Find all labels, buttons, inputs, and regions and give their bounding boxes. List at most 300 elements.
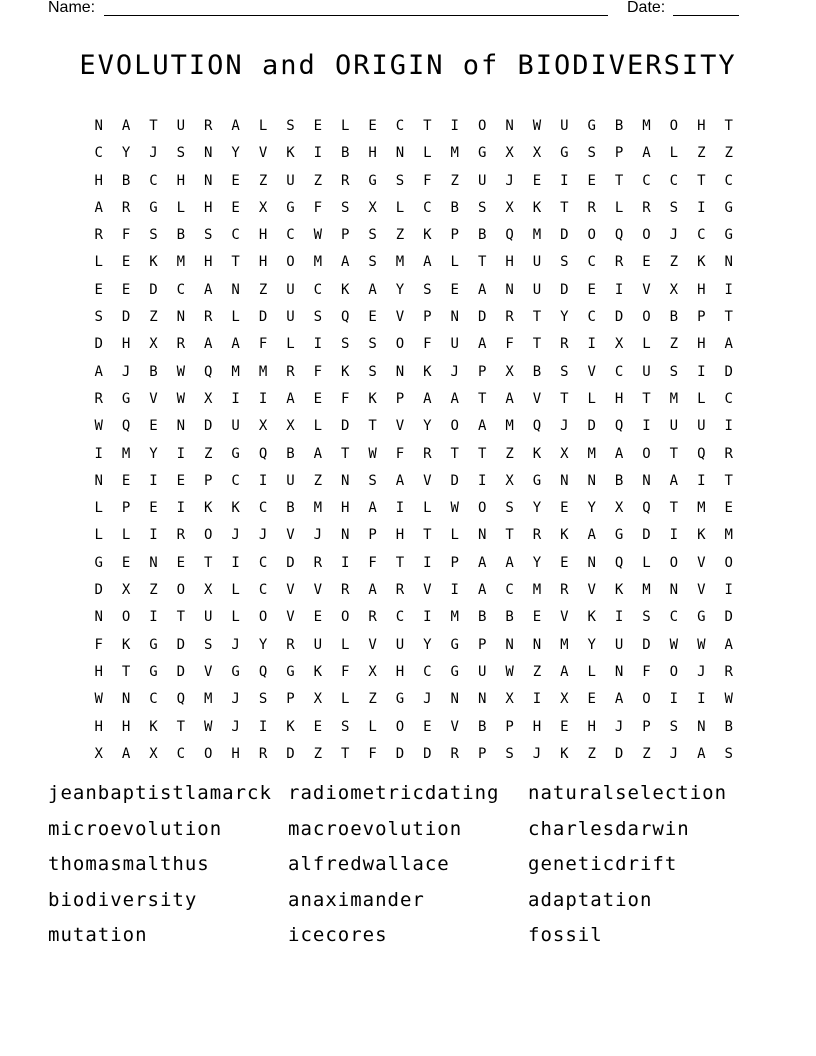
grid-cell[interactable]: I: [176, 500, 186, 517]
grid-cell[interactable]: Y: [560, 309, 569, 326]
grid-cell[interactable]: R: [286, 363, 295, 380]
grid-cell[interactable]: X: [368, 199, 377, 216]
grid-cell[interactable]: W: [450, 500, 459, 517]
grid-cell[interactable]: C: [669, 609, 679, 626]
grid-cell[interactable]: B: [532, 363, 542, 380]
grid-cell[interactable]: Y: [121, 145, 131, 162]
grid-cell[interactable]: T: [121, 663, 131, 680]
grid-cell[interactable]: E: [231, 199, 240, 216]
grid-cell[interactable]: P: [286, 691, 295, 708]
grid-cell[interactable]: X: [560, 691, 569, 708]
grid-cell[interactable]: Y: [149, 445, 158, 462]
grid-cell[interactable]: O: [258, 609, 268, 626]
grid-cell[interactable]: A: [477, 582, 487, 599]
grid-cell[interactable]: D: [724, 609, 733, 626]
grid-cell[interactable]: N: [176, 418, 186, 435]
grid-cell[interactable]: S: [94, 309, 103, 326]
grid-cell[interactable]: O: [395, 336, 405, 353]
grid-cell[interactable]: K: [149, 254, 158, 271]
grid-cell[interactable]: T: [642, 390, 651, 407]
grid-cell[interactable]: T: [614, 172, 624, 189]
grid-cell[interactable]: K: [614, 582, 624, 599]
grid-cell[interactable]: O: [642, 445, 651, 462]
grid-cell[interactable]: O: [642, 227, 651, 244]
grid-cell[interactable]: S: [560, 363, 569, 380]
grid-cell[interactable]: L: [642, 336, 651, 353]
grid-cell[interactable]: T: [560, 390, 569, 407]
grid-cell[interactable]: N: [340, 527, 350, 544]
grid-cell[interactable]: H: [94, 663, 103, 680]
grid-cell[interactable]: I: [231, 554, 240, 571]
grid-cell[interactable]: D: [176, 636, 186, 653]
grid-cell[interactable]: U: [204, 609, 213, 626]
grid-cell[interactable]: D: [340, 418, 350, 435]
grid-cell[interactable]: V: [395, 309, 405, 326]
grid-cell[interactable]: T: [176, 718, 186, 735]
grid-cell[interactable]: J: [149, 145, 158, 162]
grid-cell[interactable]: L: [340, 691, 350, 708]
grid-cell[interactable]: D: [286, 745, 295, 762]
grid-cell[interactable]: V: [286, 582, 295, 599]
grid-cell[interactable]: D: [423, 745, 432, 762]
grid-cell[interactable]: X: [560, 445, 569, 462]
grid-cell[interactable]: X: [204, 582, 213, 599]
grid-cell[interactable]: P: [121, 500, 131, 517]
grid-cell[interactable]: I: [477, 472, 487, 489]
grid-cell[interactable]: I: [724, 281, 733, 298]
grid-cell[interactable]: H: [395, 527, 405, 544]
grid-cell[interactable]: U: [697, 418, 706, 435]
grid-cell[interactable]: A: [560, 663, 569, 680]
grid-cell[interactable]: N: [697, 718, 706, 735]
grid-cell[interactable]: Q: [258, 445, 268, 462]
grid-cell[interactable]: P: [423, 309, 432, 326]
grid-cell[interactable]: O: [121, 609, 131, 626]
grid-cell[interactable]: C: [395, 118, 405, 134]
grid-cell[interactable]: L: [697, 390, 706, 407]
grid-cell[interactable]: T: [231, 254, 240, 271]
grid-cell[interactable]: I: [423, 554, 432, 571]
grid-cell[interactable]: R: [368, 609, 377, 626]
grid-cell[interactable]: J: [258, 527, 268, 544]
grid-cell[interactable]: I: [724, 582, 733, 599]
grid-cell[interactable]: S: [505, 745, 514, 762]
grid-cell[interactable]: T: [669, 500, 679, 517]
grid-cell[interactable]: Q: [532, 418, 542, 435]
grid-cell[interactable]: Y: [258, 636, 268, 653]
grid-cell[interactable]: W: [505, 663, 514, 680]
grid-cell[interactable]: N: [505, 118, 514, 134]
grid-cell[interactable]: B: [176, 227, 186, 244]
grid-cell[interactable]: O: [724, 554, 733, 571]
grid-cell[interactable]: R: [340, 172, 350, 189]
grid-cell[interactable]: A: [286, 390, 295, 407]
grid-cell[interactable]: K: [340, 363, 350, 380]
grid-cell[interactable]: X: [286, 418, 295, 435]
grid-cell[interactable]: C: [642, 172, 651, 189]
grid-cell[interactable]: D: [450, 472, 459, 489]
grid-cell[interactable]: T: [477, 445, 487, 462]
grid-cell[interactable]: O: [204, 527, 213, 544]
grid-cell[interactable]: G: [477, 145, 487, 162]
grid-cell[interactable]: M: [258, 363, 268, 380]
grid-cell[interactable]: L: [614, 199, 624, 216]
grid-cell[interactable]: I: [176, 445, 186, 462]
grid-cell[interactable]: O: [669, 118, 679, 134]
grid-cell[interactable]: E: [121, 254, 131, 271]
grid-cell[interactable]: M: [450, 609, 459, 626]
grid-cell[interactable]: Z: [149, 309, 158, 326]
grid-cell[interactable]: M: [395, 254, 405, 271]
grid-cell[interactable]: L: [340, 636, 350, 653]
grid-cell[interactable]: S: [368, 363, 377, 380]
grid-cell[interactable]: C: [258, 554, 268, 571]
grid-cell[interactable]: D: [614, 745, 624, 762]
grid-cell[interactable]: Z: [697, 145, 706, 162]
grid-cell[interactable]: S: [340, 718, 350, 735]
grid-cell[interactable]: T: [724, 309, 733, 326]
grid-cell[interactable]: E: [423, 718, 432, 735]
grid-cell[interactable]: L: [340, 118, 350, 134]
grid-cell[interactable]: I: [258, 390, 268, 407]
grid-cell[interactable]: X: [505, 363, 514, 380]
grid-cell[interactable]: C: [231, 227, 240, 244]
grid-cell[interactable]: U: [286, 309, 295, 326]
grid-cell[interactable]: A: [313, 445, 323, 462]
grid-cell[interactable]: W: [724, 691, 733, 708]
grid-cell[interactable]: U: [450, 336, 459, 353]
grid-cell[interactable]: B: [505, 609, 514, 626]
grid-cell[interactable]: H: [368, 145, 377, 162]
grid-cell[interactable]: V: [286, 609, 295, 626]
grid-cell[interactable]: P: [340, 227, 350, 244]
grid-cell[interactable]: T: [423, 527, 432, 544]
grid-cell[interactable]: Z: [724, 145, 733, 162]
grid-cell[interactable]: A: [121, 118, 131, 134]
grid-cell[interactable]: K: [286, 145, 295, 162]
grid-cell[interactable]: M: [313, 254, 323, 271]
grid-cell[interactable]: J: [614, 718, 624, 735]
grid-cell[interactable]: C: [149, 691, 158, 708]
grid-cell[interactable]: W: [313, 227, 323, 244]
grid-cell[interactable]: N: [560, 472, 569, 489]
grid-cell[interactable]: I: [149, 472, 158, 489]
grid-cell[interactable]: U: [286, 472, 295, 489]
grid-cell[interactable]: G: [286, 199, 295, 216]
grid-cell[interactable]: Z: [258, 281, 268, 298]
grid-cell[interactable]: N: [176, 309, 186, 326]
grid-cell[interactable]: Q: [121, 418, 131, 435]
grid-cell[interactable]: U: [560, 118, 569, 134]
grid-cell[interactable]: A: [340, 254, 350, 271]
grid-cell[interactable]: I: [697, 363, 706, 380]
grid-cell[interactable]: G: [450, 636, 459, 653]
grid-cell[interactable]: I: [642, 418, 651, 435]
grid-cell[interactable]: F: [258, 336, 268, 353]
grid-cell[interactable]: G: [149, 636, 158, 653]
grid-cell[interactable]: R: [724, 445, 733, 462]
date-field-line[interactable]: [673, 0, 739, 16]
grid-cell[interactable]: K: [368, 390, 377, 407]
grid-cell[interactable]: L: [231, 609, 240, 626]
grid-cell[interactable]: K: [697, 254, 706, 271]
grid-cell[interactable]: R: [560, 336, 569, 353]
grid-cell[interactable]: I: [340, 554, 350, 571]
grid-cell[interactable]: U: [231, 418, 240, 435]
grid-cell[interactable]: N: [724, 254, 733, 271]
grid-cell[interactable]: C: [313, 281, 323, 298]
grid-cell[interactable]: S: [669, 199, 679, 216]
grid-cell[interactable]: E: [368, 309, 377, 326]
grid-cell[interactable]: A: [477, 281, 487, 298]
grid-cell[interactable]: U: [313, 636, 323, 653]
grid-cell[interactable]: D: [94, 336, 103, 353]
grid-cell[interactable]: I: [614, 281, 624, 298]
grid-cell[interactable]: W: [532, 118, 542, 134]
grid-cell[interactable]: D: [258, 309, 268, 326]
grid-cell[interactable]: M: [697, 500, 706, 517]
grid-cell[interactable]: Q: [697, 445, 706, 462]
grid-cell[interactable]: K: [560, 527, 569, 544]
grid-cell[interactable]: X: [614, 336, 624, 353]
grid-cell[interactable]: A: [505, 390, 514, 407]
grid-cell[interactable]: E: [313, 718, 323, 735]
grid-cell[interactable]: N: [669, 582, 679, 599]
grid-cell[interactable]: O: [450, 418, 459, 435]
grid-cell[interactable]: S: [368, 336, 377, 353]
grid-cell[interactable]: T: [423, 118, 432, 134]
grid-cell[interactable]: G: [450, 663, 459, 680]
grid-cell[interactable]: O: [642, 309, 651, 326]
grid-cell[interactable]: H: [204, 254, 213, 271]
grid-cell[interactable]: R: [121, 199, 131, 216]
grid-cell[interactable]: J: [121, 363, 131, 380]
grid-cell[interactable]: S: [149, 227, 158, 244]
grid-cell[interactable]: S: [340, 336, 350, 353]
grid-cell[interactable]: P: [697, 309, 706, 326]
grid-cell[interactable]: L: [231, 309, 240, 326]
grid-cell[interactable]: G: [368, 172, 377, 189]
grid-cell[interactable]: H: [258, 254, 268, 271]
grid-cell[interactable]: C: [669, 172, 679, 189]
grid-cell[interactable]: S: [204, 636, 213, 653]
grid-cell[interactable]: I: [450, 118, 459, 134]
grid-cell[interactable]: O: [669, 663, 679, 680]
grid-cell[interactable]: A: [94, 363, 103, 380]
grid-cell[interactable]: O: [587, 227, 596, 244]
grid-cell[interactable]: P: [450, 227, 459, 244]
grid-cell[interactable]: R: [204, 118, 213, 134]
grid-cell[interactable]: G: [532, 472, 542, 489]
grid-cell[interactable]: R: [532, 527, 542, 544]
grid-cell[interactable]: L: [176, 199, 186, 216]
grid-cell[interactable]: J: [560, 418, 569, 435]
grid-cell[interactable]: A: [724, 336, 733, 353]
grid-cell[interactable]: G: [697, 609, 706, 626]
grid-cell[interactable]: M: [450, 145, 459, 162]
grid-cell[interactable]: N: [231, 281, 240, 298]
grid-cell[interactable]: T: [697, 172, 706, 189]
grid-cell[interactable]: I: [697, 199, 706, 216]
grid-cell[interactable]: Z: [669, 254, 679, 271]
grid-cell[interactable]: M: [587, 445, 596, 462]
grid-cell[interactable]: Y: [231, 145, 240, 162]
grid-cell[interactable]: R: [286, 636, 295, 653]
grid-cell[interactable]: J: [669, 745, 679, 762]
grid-cell[interactable]: P: [614, 145, 624, 162]
grid-cell[interactable]: J: [697, 663, 706, 680]
grid-cell[interactable]: K: [121, 636, 131, 653]
grid-cell[interactable]: B: [340, 145, 350, 162]
grid-cell[interactable]: O: [642, 691, 651, 708]
grid-cell[interactable]: U: [477, 172, 487, 189]
grid-cell[interactable]: Z: [368, 691, 377, 708]
grid-cell[interactable]: K: [204, 500, 213, 517]
grid-cell[interactable]: S: [313, 309, 323, 326]
grid-cell[interactable]: B: [149, 363, 158, 380]
grid-cell[interactable]: E: [642, 254, 651, 271]
grid-cell[interactable]: V: [368, 636, 377, 653]
grid-cell[interactable]: E: [560, 554, 569, 571]
grid-cell[interactable]: B: [286, 445, 295, 462]
grid-cell[interactable]: A: [477, 336, 487, 353]
grid-cell[interactable]: A: [477, 554, 487, 571]
grid-cell[interactable]: R: [395, 582, 405, 599]
grid-cell[interactable]: C: [176, 745, 186, 762]
grid-cell[interactable]: C: [587, 254, 596, 271]
grid-cell[interactable]: R: [614, 254, 624, 271]
grid-cell[interactable]: I: [532, 691, 542, 708]
grid-cell[interactable]: H: [231, 745, 240, 762]
grid-cell[interactable]: Q: [505, 227, 514, 244]
grid-cell[interactable]: I: [149, 609, 158, 626]
grid-cell[interactable]: I: [149, 527, 158, 544]
grid-cell[interactable]: Z: [149, 582, 158, 599]
grid-cell[interactable]: A: [423, 254, 432, 271]
grid-cell[interactable]: I: [724, 418, 733, 435]
grid-cell[interactable]: L: [313, 418, 323, 435]
grid-cell[interactable]: O: [395, 718, 405, 735]
grid-cell[interactable]: D: [642, 527, 651, 544]
grid-cell[interactable]: G: [231, 663, 240, 680]
grid-cell[interactable]: N: [505, 636, 514, 653]
grid-cell[interactable]: V: [642, 281, 651, 298]
grid-cell[interactable]: V: [697, 582, 706, 599]
grid-cell[interactable]: I: [560, 172, 569, 189]
grid-cell[interactable]: T: [204, 554, 213, 571]
grid-cell[interactable]: Q: [614, 227, 624, 244]
grid-cell[interactable]: L: [121, 527, 131, 544]
grid-cell[interactable]: U: [532, 281, 542, 298]
grid-cell[interactable]: L: [94, 254, 103, 271]
grid-cell[interactable]: B: [477, 227, 487, 244]
grid-cell[interactable]: X: [258, 199, 268, 216]
grid-cell[interactable]: N: [149, 554, 158, 571]
grid-cell[interactable]: K: [532, 199, 542, 216]
grid-cell[interactable]: C: [286, 227, 295, 244]
grid-cell[interactable]: Q: [204, 363, 213, 380]
grid-cell[interactable]: L: [423, 500, 432, 517]
grid-cell[interactable]: R: [94, 390, 103, 407]
grid-cell[interactable]: N: [532, 636, 542, 653]
grid-cell[interactable]: I: [587, 336, 596, 353]
grid-cell[interactable]: O: [477, 500, 487, 517]
grid-cell[interactable]: I: [258, 718, 268, 735]
grid-cell[interactable]: E: [313, 118, 323, 134]
grid-cell[interactable]: V: [587, 363, 596, 380]
grid-cell[interactable]: G: [149, 199, 158, 216]
grid-cell[interactable]: L: [94, 500, 103, 517]
grid-cell[interactable]: R: [176, 527, 186, 544]
grid-cell[interactable]: E: [149, 418, 158, 435]
grid-cell[interactable]: B: [614, 472, 624, 489]
grid-cell[interactable]: N: [614, 663, 624, 680]
grid-cell[interactable]: X: [532, 145, 542, 162]
grid-cell[interactable]: O: [204, 745, 213, 762]
grid-cell[interactable]: V: [204, 663, 213, 680]
grid-cell[interactable]: W: [176, 390, 186, 407]
grid-cell[interactable]: D: [94, 582, 103, 599]
grid-cell[interactable]: G: [94, 554, 103, 571]
grid-cell[interactable]: M: [532, 227, 542, 244]
grid-cell[interactable]: W: [697, 636, 706, 653]
grid-cell[interactable]: M: [121, 445, 131, 462]
grid-cell[interactable]: F: [642, 663, 651, 680]
grid-cell[interactable]: S: [286, 118, 295, 134]
grid-cell[interactable]: K: [697, 527, 706, 544]
grid-cell[interactable]: S: [669, 363, 679, 380]
grid-cell[interactable]: I: [669, 527, 679, 544]
grid-cell[interactable]: T: [669, 445, 679, 462]
grid-cell[interactable]: Z: [642, 745, 651, 762]
grid-cell[interactable]: N: [450, 691, 459, 708]
grid-cell[interactable]: L: [231, 582, 240, 599]
grid-cell[interactable]: F: [423, 172, 432, 189]
grid-cell[interactable]: E: [176, 554, 186, 571]
grid-cell[interactable]: Z: [505, 445, 514, 462]
grid-cell[interactable]: V: [286, 527, 295, 544]
grid-cell[interactable]: G: [149, 663, 158, 680]
grid-cell[interactable]: T: [505, 527, 514, 544]
grid-cell[interactable]: V: [313, 582, 323, 599]
grid-cell[interactable]: M: [313, 500, 323, 517]
grid-cell[interactable]: S: [505, 500, 514, 517]
grid-cell[interactable]: J: [313, 527, 323, 544]
grid-cell[interactable]: S: [368, 472, 377, 489]
grid-cell[interactable]: H: [340, 500, 350, 517]
grid-cell[interactable]: O: [286, 254, 295, 271]
grid-cell[interactable]: V: [697, 554, 706, 571]
grid-cell[interactable]: G: [121, 390, 131, 407]
grid-cell[interactable]: E: [560, 500, 569, 517]
grid-cell[interactable]: D: [724, 363, 733, 380]
grid-cell[interactable]: E: [532, 609, 542, 626]
grid-cell[interactable]: U: [286, 172, 295, 189]
grid-cell[interactable]: D: [204, 418, 213, 435]
grid-cell[interactable]: H: [176, 172, 186, 189]
grid-cell[interactable]: S: [340, 199, 350, 216]
grid-cell[interactable]: W: [94, 691, 103, 708]
grid-cell[interactable]: N: [587, 554, 596, 571]
grid-cell[interactable]: R: [642, 199, 651, 216]
grid-cell[interactable]: C: [231, 472, 240, 489]
grid-cell[interactable]: M: [505, 418, 514, 435]
grid-cell[interactable]: Q: [614, 418, 624, 435]
grid-cell[interactable]: J: [532, 745, 542, 762]
grid-cell[interactable]: W: [204, 718, 213, 735]
grid-cell[interactable]: A: [614, 445, 624, 462]
grid-cell[interactable]: N: [94, 118, 103, 134]
